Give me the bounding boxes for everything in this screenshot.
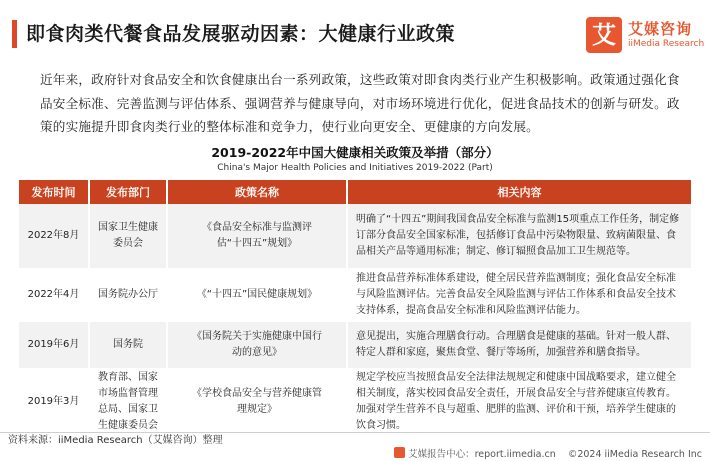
title-accent-bar bbox=[12, 20, 17, 48]
row-dept: 国务院 bbox=[89, 321, 167, 369]
table-row bbox=[19, 321, 691, 369]
copyright-text: ©2024 iiMedia Research Inc bbox=[567, 449, 702, 460]
table-row bbox=[19, 269, 691, 321]
column-header-policy: 政策名称 bbox=[167, 180, 347, 204]
logo-mark-icon: 艾 bbox=[586, 17, 622, 53]
row-date: 2022年8月 bbox=[19, 204, 89, 269]
policy-table bbox=[19, 180, 691, 436]
table-subtitle: China's Major Health Policies and Initiatives 2019-2022 (Part) bbox=[217, 163, 493, 173]
page-title: 即食肉类代餐食品发展驱动因素：大健康行业政策 bbox=[26, 23, 456, 45]
row-policy: 《食品安全标准与监测评估“十四五”规划》 bbox=[167, 204, 347, 269]
intro-paragraph: 近年来，政府针对食品安全和饮食健康出台一系列政策，这些政策对即食肉类行业产生积极影响。政策通过强化食品安全标准、完善监测与评估体系、强调营养与健康导向，对市场环境进行优化，促进食品技术的创新与研发。政策的实施提升即食肉类行业的整体标准和竞争力，使行业向更安全、更健康的方向发展。 bbox=[40, 72, 680, 134]
table-header-row bbox=[19, 180, 691, 204]
table-title: 2019-2022年中国大健康相关政策及举措（部分） bbox=[211, 145, 499, 160]
footer-logo-icon bbox=[394, 447, 405, 458]
row-policy: 《学校食品安全与营养健康管理规定》 bbox=[167, 369, 347, 435]
row-dept: 国务院办公厅 bbox=[89, 269, 167, 321]
logo-name-cn: 艾媒咨询 bbox=[628, 20, 693, 38]
table-row bbox=[19, 369, 691, 435]
row-dept: 教育部、国家市场监督管理总局、国家卫生健康委员会 bbox=[89, 369, 167, 435]
row-content: 明确了“十四五”期间我国食品安全标准与监测15项重点工作任务，制定修订部分食品安全国家标准，包括修订食品中污染物限量、致病菌限量、食品相关产品等通用标准；制定、修订辐照食品加工卫生规范等。 bbox=[347, 204, 691, 269]
row-policy: 《国务院关于实施健康中国行动的意见》 bbox=[167, 321, 347, 369]
row-policy: 《“十四五”国民健康规划》 bbox=[167, 269, 347, 321]
report-center-link[interactable]: 艾媒报告中心：report.iimedia.cn bbox=[408, 449, 556, 460]
column-header-dept: 发布部门 bbox=[89, 180, 167, 204]
row-date: 2022年4月 bbox=[19, 269, 89, 321]
row-date: 2019年3月 bbox=[19, 369, 89, 435]
logo-name-en: iiMedia Research bbox=[628, 39, 705, 49]
row-content: 意见提出，实施合理膳食行动。合理膳食是健康的基础。针对一般人群、特定人群和家庭，聚焦食堂、餐厅等场所，加强营养和膳食指导。 bbox=[347, 321, 691, 369]
row-date: 2019年6月 bbox=[19, 321, 89, 369]
row-content: 推进食品营养标准体系建设，健全居民营养监测制度；强化食品安全标准与风险监测评估。完善食品安全风险监测与评估工作体系和食品安全技术支持体系，提高食品安全标准和风险监测评估能力。 bbox=[347, 269, 691, 321]
column-header-date: 发布时间 bbox=[19, 180, 89, 204]
column-header-content: 相关内容 bbox=[347, 180, 691, 204]
row-content: 规定学校应当按照食品安全法律法规规定和健康中国战略要求，建立健全相关制度，落实校园食品安全责任，开展食品安全与营养健康宣传教育。加强对学生营养不良与超重、肥胖的监测、评价和干预，培养学生健康的饮食习惯。 bbox=[347, 369, 691, 435]
iimedia-logo bbox=[586, 17, 704, 55]
table-row bbox=[19, 204, 691, 269]
source-note: 资料来源：iiMedia Research（艾媒咨询）整理 bbox=[8, 435, 223, 446]
row-dept: 国家卫生健康委员会 bbox=[89, 204, 167, 269]
footer-info bbox=[394, 446, 702, 460]
